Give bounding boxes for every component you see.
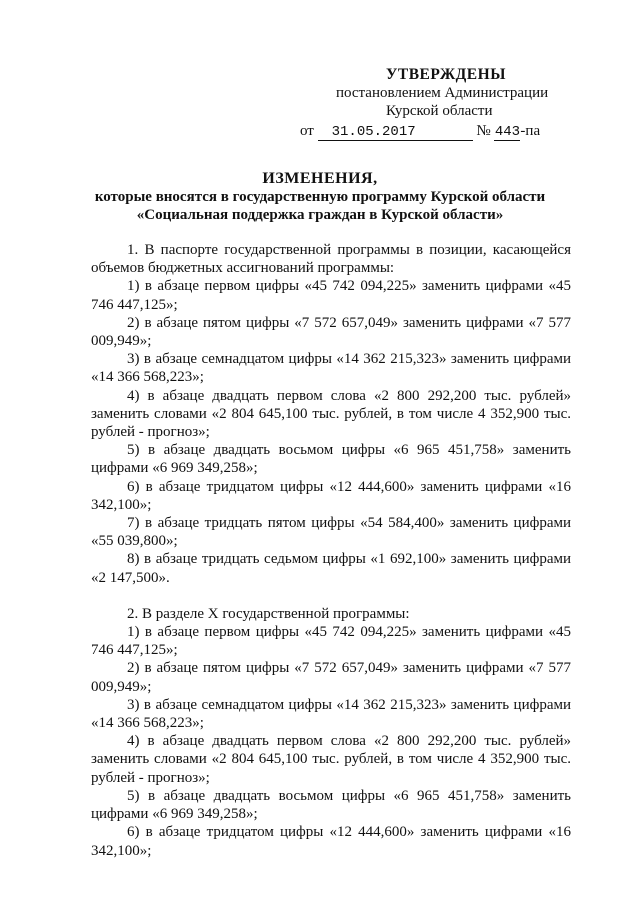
document-subtitle-1: которые вносятся в государственную программу Курской области xyxy=(94,189,546,205)
date-prefix: от xyxy=(300,123,314,139)
approval-number: 443 xyxy=(494,124,521,140)
section-2-item: 5) в абзаце двадцать восьмом цифры «6 965 451,758» заменить цифрами «6 969 349,258»; xyxy=(91,787,571,823)
document-body xyxy=(91,241,571,860)
section-2-item: 4) в абзаце двадцать первом слова «2 800 292,200 тыс. рублей» заменить словами «2 804 645,100 тыс. рублей, в том числе 4 352,900 тыс. рублей - прогноз»; xyxy=(91,733,571,786)
section-1-item: 6) в абзаце тридцатом цифры «12 444,600» заменить цифрами «16 342,100»; xyxy=(91,478,571,513)
approval-title: УТВЕРЖДЕНЫ xyxy=(386,66,506,83)
approval-block xyxy=(300,66,590,141)
number-suffix: -па xyxy=(520,123,541,139)
section-2-item: 1) в абзаце первом цифры «45 742 094,225» заменить цифрами «45 746 447,125»; xyxy=(91,624,571,659)
section-2-intro: 2. В разделе X государственной программы: xyxy=(127,605,410,622)
approval-date: 31.05.2017 xyxy=(318,125,473,141)
document-subtitle-2: «Социальная поддержка граждан в Курской области» xyxy=(136,207,504,223)
section-1-item: 3) в абзаце семнадцатом цифры «14 362 215,323» заменить цифрами «14 366 568,223»; xyxy=(91,351,571,386)
section-1-item: 8) в абзаце тридцать седьмом цифры «1 692,100» заменить цифрами «2 147,500». xyxy=(91,551,571,586)
section-1-item: 4) в абзаце двадцать первом слова «2 800 292,200 тыс. рублей» заменить словами «2 804 645,100 тыс. рублей, в том числе 4 352,900 тыс. рублей - прогноз»; xyxy=(91,387,571,441)
document-title: ИЗМЕНЕНИЯ, xyxy=(262,170,378,187)
approval-line-1: постановлением Администрации xyxy=(336,85,549,101)
section-1-item: 2) в абзаце пятом цифры «7 572 657,049» заменить цифрами «7 577 009,949»; xyxy=(91,314,571,350)
section-2-item: 6) в абзаце тридцатом цифры «12 444,600» заменить цифрами «16 342,100»; xyxy=(91,824,571,859)
section-1-item: 1) в абзаце первом цифры «45 742 094,225» заменить цифрами «45 746 447,125»; xyxy=(91,278,571,313)
section-1-item: 5) в абзаце двадцать восьмом цифры «6 965 451,758» заменить цифрами «6 969 349,258»; xyxy=(91,442,571,477)
approval-date-line xyxy=(300,122,590,141)
number-prefix: № xyxy=(476,123,491,139)
section-gap xyxy=(91,587,571,605)
section-1-intro: 1. В паспорте государственной программы в позиции, касающейся объемов бюджетных ассигнований программы: xyxy=(91,242,571,277)
section-2-item: 2) в абзаце пятом цифры «7 572 657,049» заменить цифрами «7 577 009,949»; xyxy=(91,660,571,695)
approval-line-2: Курской области xyxy=(386,103,493,119)
section-1-item: 7) в абзаце тридцать пятом цифры «54 584,400» заменить цифрами «55 039,800»; xyxy=(91,515,571,550)
section-2-item: 3) в абзаце семнадцатом цифры «14 362 215,323» заменить цифрами «14 366 568,223»; xyxy=(91,696,571,732)
